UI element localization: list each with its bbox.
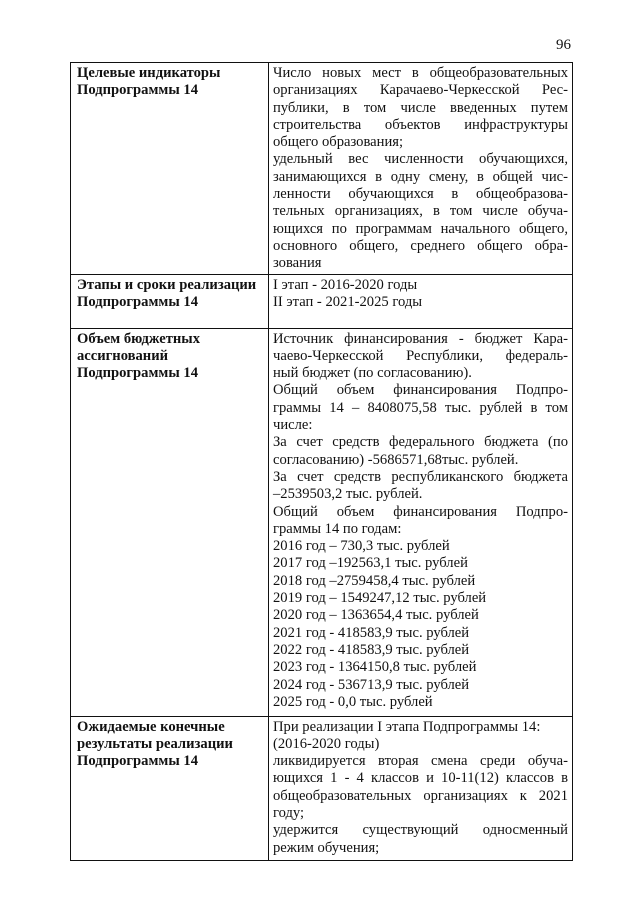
table-row-expected-results [71,716,573,860]
content-line: 2022 год - 418583,9 тыс. рублей [273,641,470,658]
content-line: (2016-2020 годы) [273,735,380,752]
row-content [269,716,573,860]
content-line: чаево-Черкесской Республики, федераль- [273,347,568,364]
content-line: II этап - 2021-2025 годы [273,293,423,310]
content-line: 2020 год – 1363654,4 тыс. рублей [273,607,479,624]
content-line: удельный вес численности обучающихся, [273,151,568,168]
content-line: зования [273,255,322,272]
label-line: Объем бюджетных [77,330,200,347]
content-line: Число новых мест в общеобразовательных [273,65,568,81]
content-line: занимающихся в одну смену, в общей чис- [273,168,568,185]
label-line: Этапы и сроки реализации [77,276,257,293]
content-line: За счет средств республиканского бюджета [273,468,568,485]
content-line: ный бюджет (по согласованию). [273,365,472,382]
content-line: числе: [273,417,313,434]
content-line: строительства объектов инфраструктуры [273,116,568,133]
row-label [71,328,269,716]
content-line: Источник финансирования - бюджет Кара- [273,330,568,347]
content-line: 2017 год –192563,1 тыс. рублей [273,555,468,572]
content-line: режим обучения; [273,839,380,856]
content-line: граммы 14 по годам: [273,520,402,537]
content-line: ющихся 1 - 4 классов и 10-11(12) классов в [273,770,568,787]
content-line: общего образования; [273,134,404,151]
label-line: Ожидаемые конечные [77,718,225,735]
row-content [269,63,573,275]
content-line: согласованию) -5686571,68тыс. рублей. [273,451,519,468]
content-line: ленности обучающихся в общеобразова- [273,186,568,203]
row-label [71,716,269,860]
content-line: 2023 год - 1364150,8 тыс. рублей [273,659,477,676]
label-line: Целевые индикаторы [77,65,221,81]
row-label [71,63,269,275]
content-line: 2024 год - 536713,9 тыс. рублей [273,676,470,693]
table-row-target-indicators [71,63,573,275]
label-line: Подпрограммы 14 [77,753,198,770]
row-label [71,274,269,328]
content-line: 2019 год – 1549247,12 тыс. рублей [273,590,487,607]
content-line: организациях Карачаево-Черкесской Рес- [273,82,568,99]
content-line: публики, в том числе введенных путем [273,99,568,116]
content-line: 2025 год - 0,0 тыс. рублей [273,693,433,710]
content-line: удержится существующий односменный [273,822,568,839]
row-content [269,328,573,716]
passport-table [70,62,573,861]
content-line: За счет средств федерального бюджета (по [273,434,568,451]
page-number: 96 [556,37,571,53]
content-line: 2016 год – 730,3 тыс. рублей [273,538,450,555]
content-line: I этап - 2016-2020 годы [273,276,418,293]
content-line: тельных организациях, в том числе обуча- [273,203,568,220]
content-line: ющихся по программам начального общего, [273,220,568,237]
content-line: 2018 год –2759458,4 тыс. рублей [273,572,476,589]
content-line: Общий объем финансирования Подпро- [273,382,568,399]
label-line: Подпрограммы 14 [77,82,198,99]
table-row-stages [71,274,573,328]
content-line: При реализации I этапа Подпрограммы 14: [273,718,541,735]
content-line: ликвидируется вторая смена среди обуча- [273,753,568,770]
content-line: основного общего, среднего общего обра- [273,237,568,254]
label-line: результаты реализации [77,735,233,752]
label-line: Подпрограммы 14 [77,365,198,382]
content-line: году; [273,805,305,822]
content-line: общеобразовательных организациях к 2021 [273,787,568,804]
label-line: Подпрограммы 14 [77,293,198,310]
content-line: –2539503,2 тыс. рублей. [273,486,423,503]
content-line: 2021 год - 418583,9 тыс. рублей [273,624,470,641]
row-content [269,274,573,328]
content-line: Общий объем финансирования Подпро- [273,503,568,520]
content-line: граммы 14 – 8408075,58 тыс. рублей в том [273,399,568,416]
table-row-budget [71,328,573,716]
label-line: ассигнований [77,347,169,364]
